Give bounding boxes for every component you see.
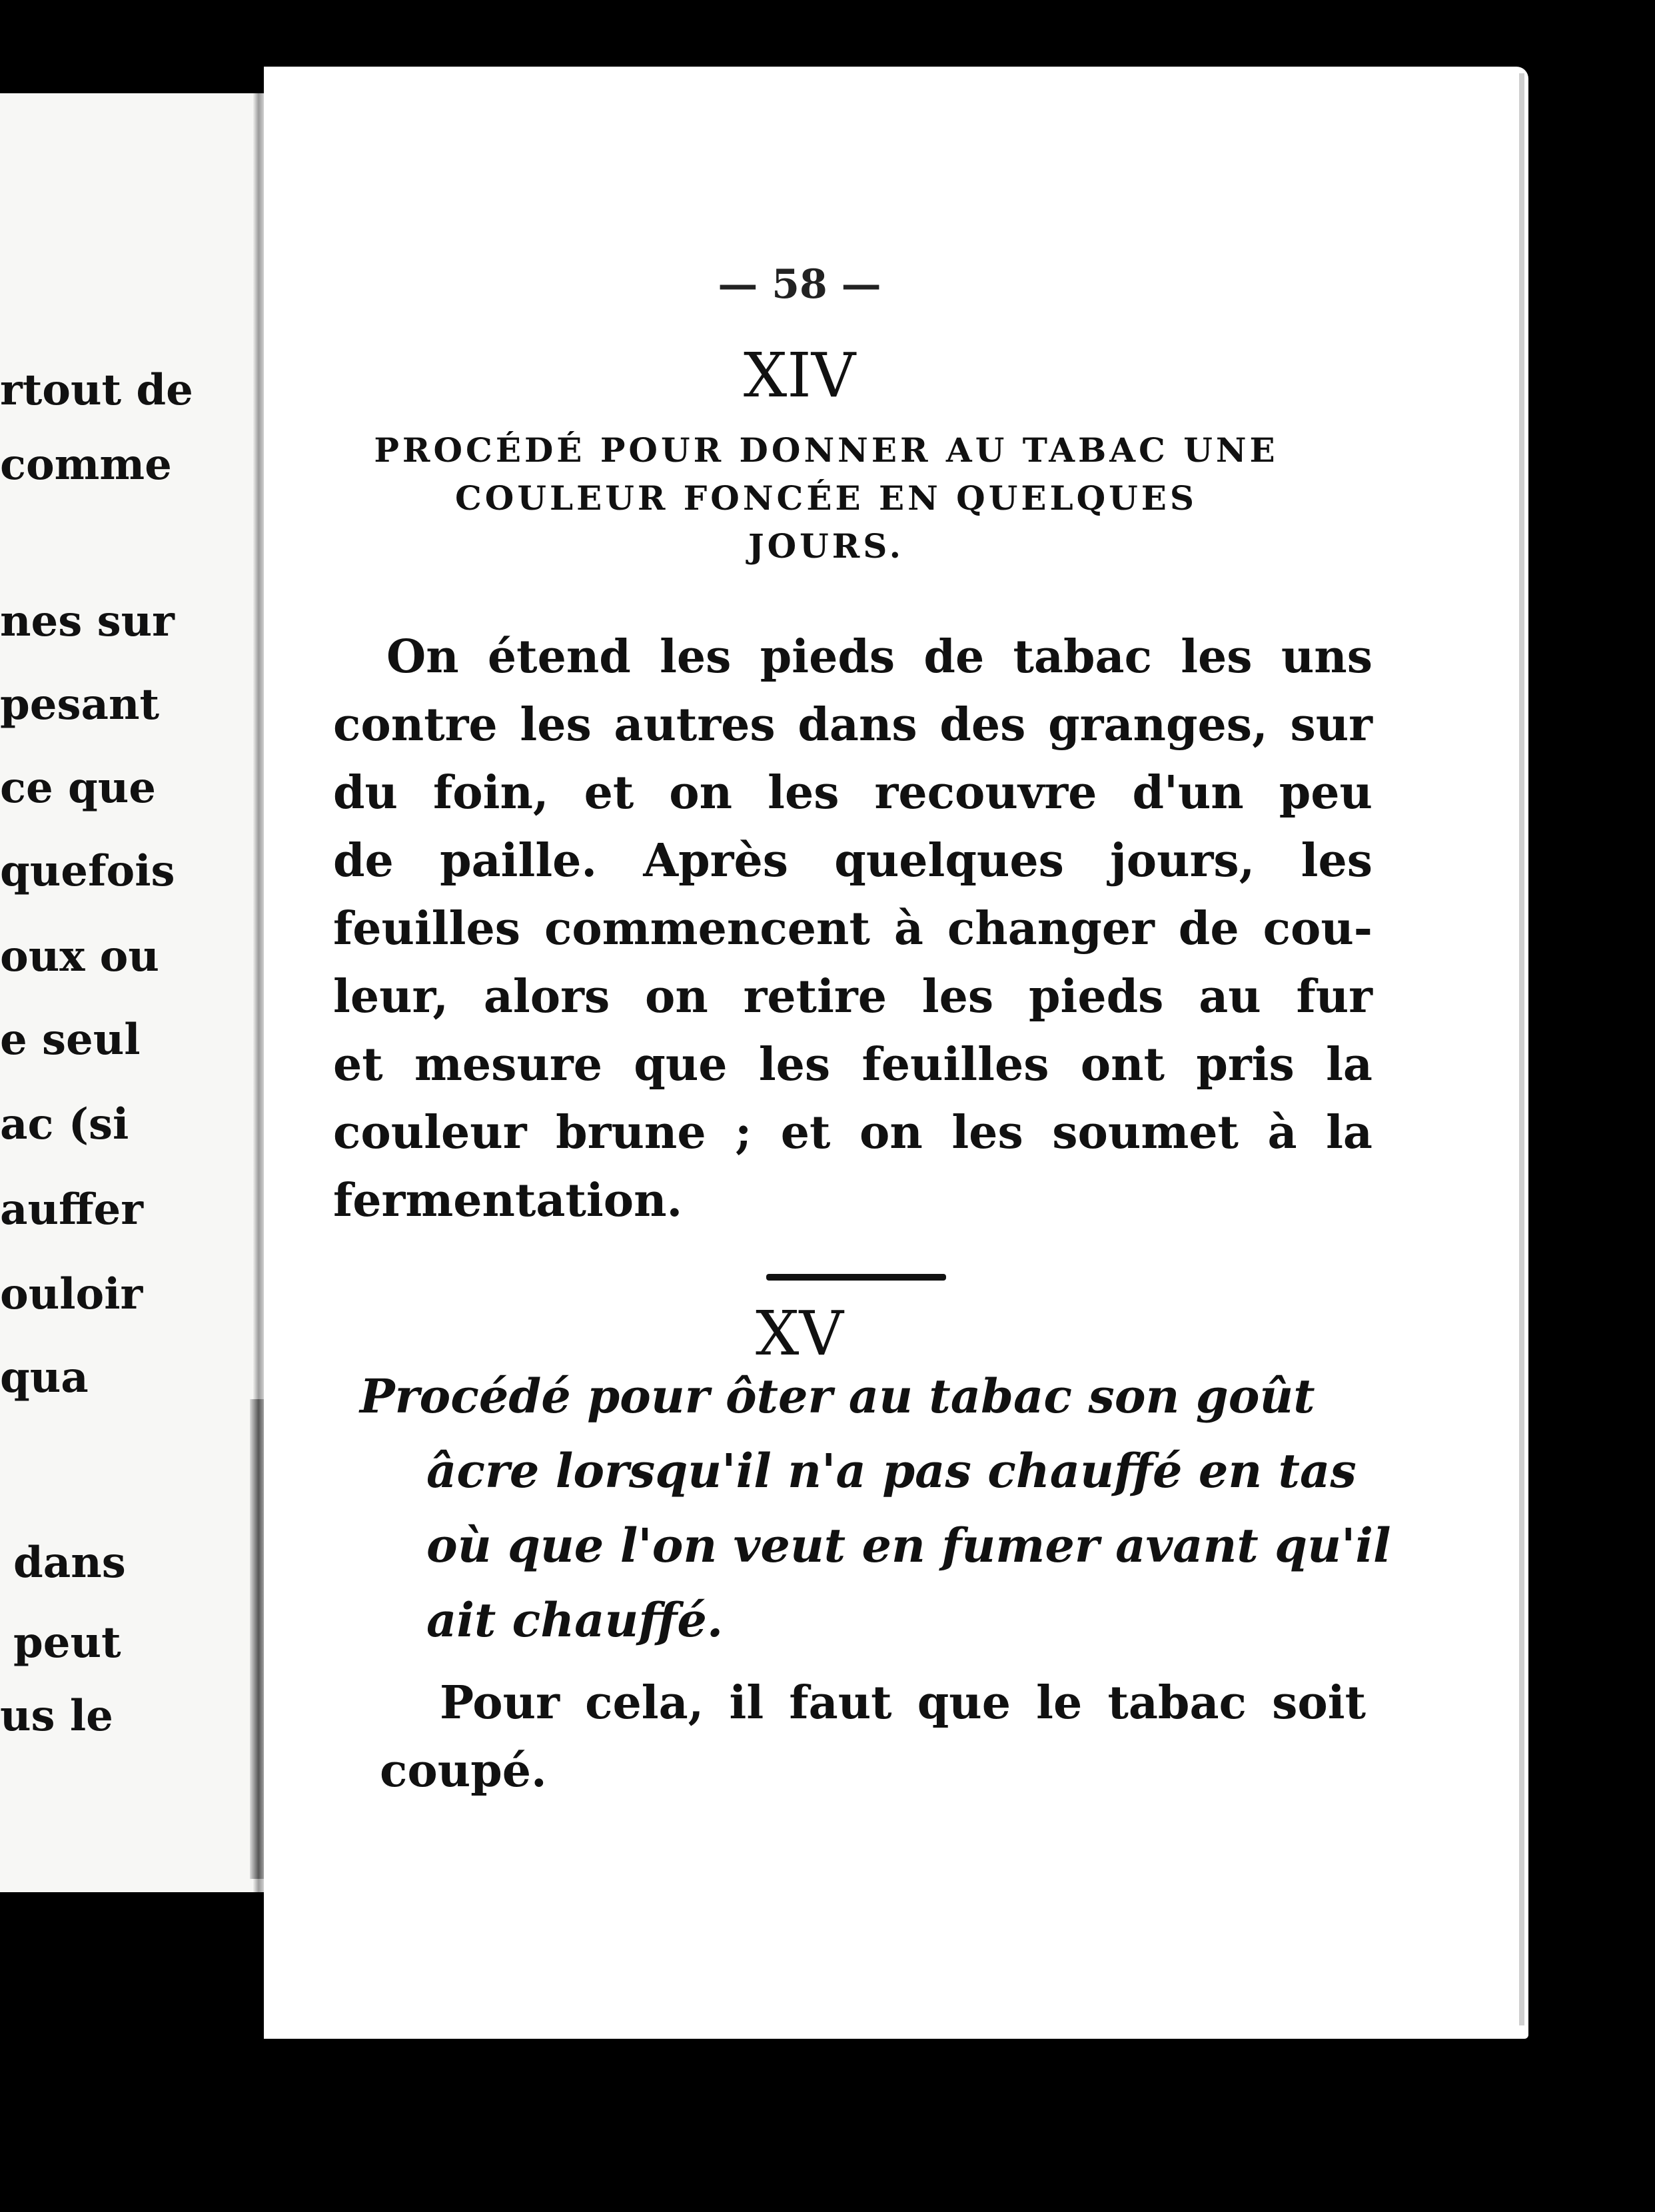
section-xiv-title-line: PROCÉDÉ POUR DONNER AU TABAC UNE <box>374 430 1279 470</box>
paragraph-line: feuilles commencent à changer de cou- <box>333 902 1373 955</box>
left-page-line: qua <box>0 1353 89 1402</box>
paragraph-line: fermentation. <box>333 1174 683 1227</box>
paragraph-line: contre les autres dans des granges, sur <box>333 698 1373 752</box>
paragraph-line: coupé. <box>380 1744 547 1798</box>
left-page-line: ce que <box>0 763 156 813</box>
section-xv-paragraph <box>380 1669 1366 1805</box>
section-heading-xv: XV <box>756 1298 843 1369</box>
left-page-line: auffer <box>0 1185 143 1235</box>
left-page-line: us le <box>0 1691 113 1741</box>
left-page-line: dans <box>13 1538 126 1588</box>
section-xv-title-line: ait chauffé. <box>426 1592 724 1648</box>
paragraph-line: couleur brune ; et on les soumet à la <box>333 1106 1373 1159</box>
section-xv-title-line: Procédé pour ôter au tabac son goût <box>360 1369 1315 1424</box>
left-page-line: quefois <box>0 846 175 896</box>
section-xv-title-line: âcre lorsqu'il n'a pas chauffé en tas <box>426 1443 1357 1498</box>
left-page-line: pesant <box>0 680 160 730</box>
section-xv-title-line: où que l'on veut en fumer avant qu'il <box>426 1518 1391 1573</box>
left-page-line: comme <box>0 440 172 490</box>
previous-page-fragment <box>0 93 259 1892</box>
section-xiv-title-line: COULEUR FONCÉE EN QUELQUES <box>455 478 1197 518</box>
left-page-line: ouloir <box>0 1269 143 1319</box>
left-page-line: peut <box>13 1618 121 1668</box>
left-page-line: ac (si <box>0 1099 129 1149</box>
section-heading-xiv: XIV <box>743 340 856 411</box>
section-xiv-title-line: JOURS. <box>748 526 905 566</box>
paragraph-line: du foin, et on les recouvre d'un peu <box>333 766 1373 820</box>
paragraph-line: On étend les pieds de tabac les uns <box>386 630 1373 684</box>
section-xiv-title <box>313 426 1339 570</box>
page-edge <box>1519 73 1524 2025</box>
left-page-line: rtout de <box>0 365 193 415</box>
paragraph-line: de paille. Après quelques jours, les <box>333 834 1373 887</box>
section-xv-title <box>360 1359 1391 1658</box>
left-page-line: oux ou <box>0 931 159 981</box>
left-page-line: nes sur <box>0 596 175 646</box>
paragraph-line: leur, alors on retire les pieds au fur <box>333 970 1373 1023</box>
left-page-line: e seul <box>0 1015 141 1065</box>
paragraph-line: et mesure que les feuilles ont pris la <box>333 1038 1373 1091</box>
section-xiv-paragraph <box>333 623 1373 1235</box>
page-number: — 58 — <box>718 261 881 308</box>
paragraph-line: Pour cela, il faut que le tabac soit <box>440 1676 1366 1730</box>
section-divider <box>766 1274 946 1281</box>
